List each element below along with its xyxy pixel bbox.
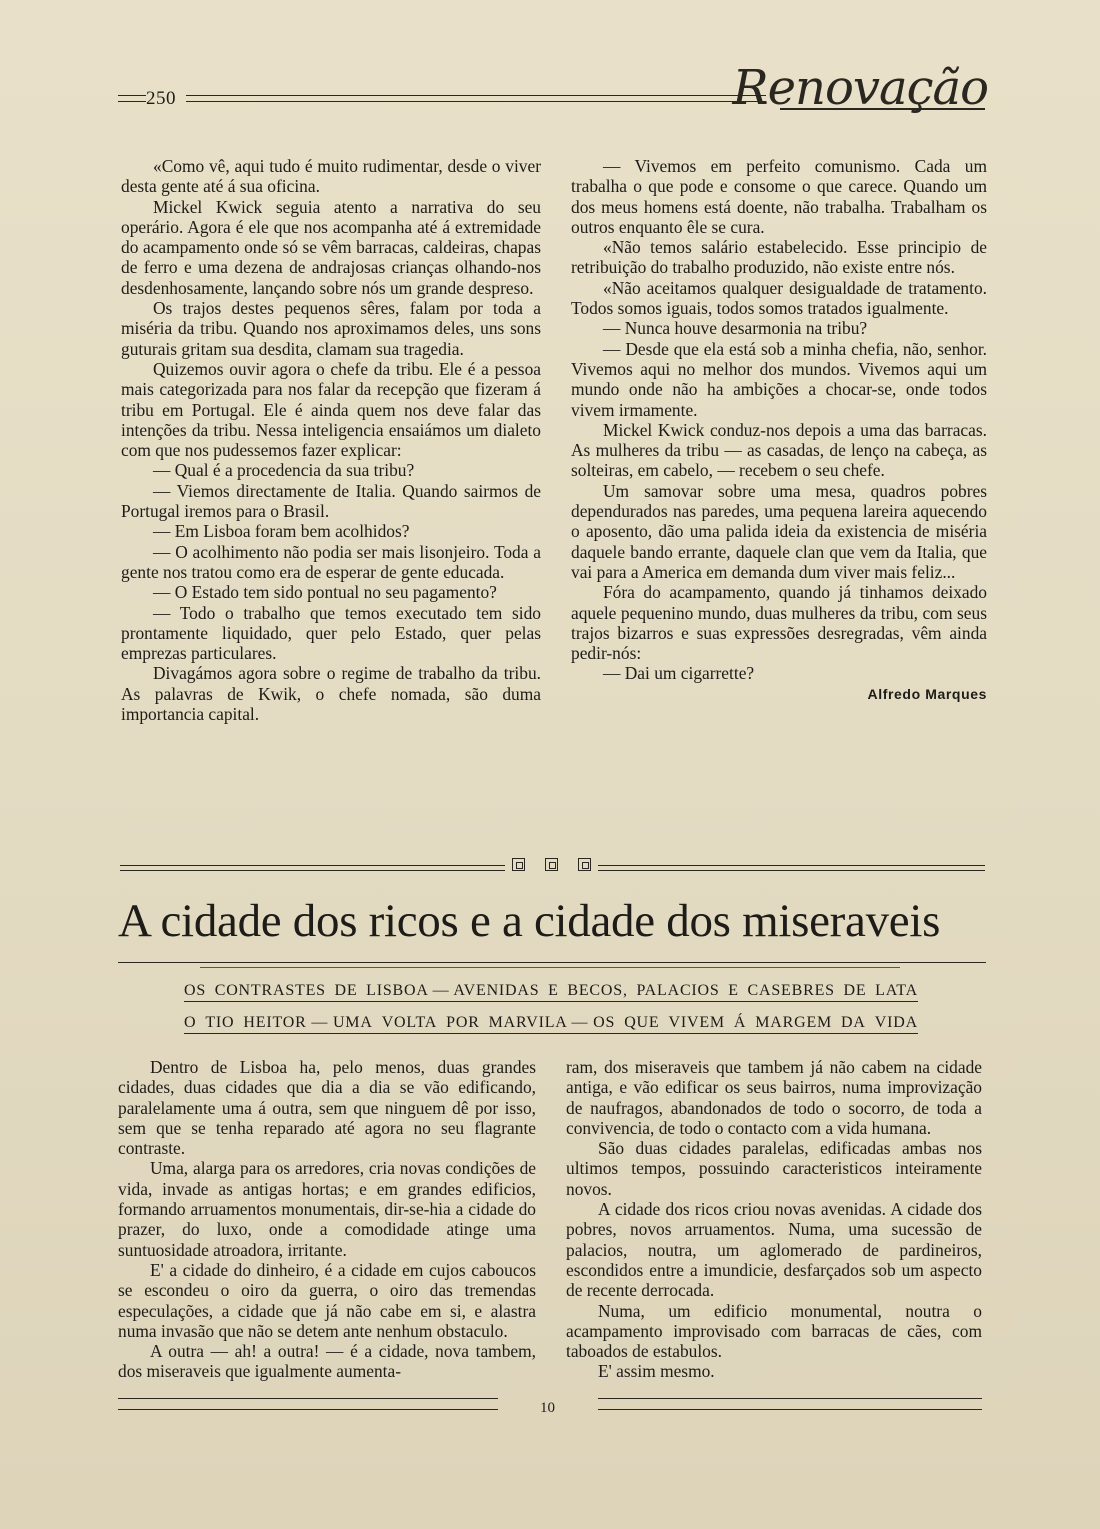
paragraph: — Todo o trabalho que temos executado tem sido prontamente liquidado, quer pelo Estado, quer pelas emprezas particulares. (121, 602, 541, 664)
subheading-word: MARGEM (755, 1014, 833, 1031)
paragraph: — Nunca houve desarmonia na tribu? (603, 318, 868, 339)
headline-underline (118, 962, 986, 963)
subheading-word: CONTRASTES (214, 982, 326, 999)
paragraph: E' assim mesmo. (598, 1361, 715, 1382)
ornament-square-icon (512, 858, 525, 871)
paragraph: Dentro de Lisboa ha, pelo menos, duas grandes cidades, duas cidades que dia a dia se vão edificando, paralelamente uma á outra, sem que ninguem dê por isso, sem que se tenha reparado até agora no seu flagrante contraste. (118, 1057, 536, 1159)
subheading-word: PALACIOS (636, 982, 720, 999)
paragraph: — Em Lisboa foram bem acolhidos? (153, 521, 410, 542)
subheading-word: VIVEM (668, 1014, 725, 1031)
paragraph: — O Estado tem sido pontual no seu pagamento? (153, 582, 497, 603)
subheading-word: POR (446, 1014, 480, 1031)
paragraph: Quizemos ouvir agora o chefe da tribu. Ele é a pessoa mais categorizada para nos falar da recepção que fizeram á tribu em Portugal. Ele é ainda quem nos deve falar das intenções da tribu. Nessa inteligencia ensaiámos um dialeto com que nos pudessemos fazer explicar: (121, 358, 541, 461)
subheading-word: VOLTA (381, 1014, 438, 1031)
paragraph: — Vivemos em perfeito comunismo. Cada um trabalha o que pode e consome o que carece. Quando um dos meus homens está doente, não trabalha. Trabalham os outros enquanto êle se cura. (571, 156, 987, 237)
footer-rule-left-bottom (118, 1409, 498, 1410)
paragraph: Numa, um edificio monumental, noutra o acampamento improvisado com barracas de cães, com taboados de estabulos. (566, 1300, 982, 1362)
paragraph: Um samovar sobre uma mesa, quadros pobres dependurados nas paredes, uma pequena lareira aquecendo o aposento, dão uma palida ideia da existencia de miséria daquele bando errante, daquele clan que vem da Italia, que vai para a America em demanda dum viver mais feliz... (571, 480, 987, 582)
subheading-word: HEITOR — UMA (243, 1014, 373, 1031)
paragraph: «Como vê, aqui tudo é muito rudimentar, desde o viver desta gente até á sua oficina. (121, 156, 541, 197)
separator-rule-left (120, 865, 505, 871)
subheading-word: E (728, 982, 739, 999)
paragraph: Fóra do acampamento, quando já tinhamos deixado aquele pequenino mundo, duas mulheres da tribu, com seus trajos bizarros e suas expressões desregradas, vêm ainda pedir-nós: (571, 582, 987, 664)
headline-underline-short (200, 967, 900, 968)
paragraph: — Desde que ela está sob a minha chefia, não, senhor. Vivemos aqui no melhor dos mundos. Vivemos aqui um mundo onde não ha ambições a chocar-se, onde todos vivem irmamente. (571, 338, 987, 420)
paragraph: Mickel Kwick seguia atento a narrativa do seu operário. Agora é ele que nos acompanha até á extremidade do acampamento onde só se vêm barracas, caldeiras, chapas de ferro e uma dezena de andrajosas crianças olhando-nos desdenhosamente, lançando sobre nós um grande despreso. (121, 196, 541, 298)
subheading-word: VIDA (874, 1014, 918, 1031)
paragraph: — Dai um cigarrette? (603, 663, 755, 684)
subheading-word: Á (733, 1014, 747, 1031)
subheading-word: CASEBRES (747, 982, 835, 999)
subheading-word: OS (184, 982, 207, 999)
article2-column-left (118, 1057, 536, 1382)
header-rule-main (186, 95, 766, 102)
paragraph: A cidade dos ricos criou novas avenidas. A cidade dos pobres, novos arruamentos. Numa, uma sucessão de palacios, noutra, um aglomerado de pardineiros, escondidos entre a imundicie, desfarçados sob um aspecto de recente derrocada. (566, 1199, 982, 1301)
ornament-square-icon (578, 858, 591, 871)
paragraph: Uma, alarga para os arredores, cria novas condições de vida, invade as antigas hortas; e em grandes edificios, formando arruamentos monumentais, dir-se-hia a cidade do prazer, do luxo, onde a comodidade atinge uma suntuosidade atroadora, irritante. (118, 1158, 536, 1260)
article1-column-right (571, 156, 987, 704)
subheading-word: E (548, 982, 559, 999)
subheading-word: DE (843, 982, 867, 999)
paragraph: E' a cidade do dinheiro, é a cidade em cujos caboucos se escondeu o oiro da guerra, o oiro das tremendas especulações, a cidade que já não cabe em si, e alastra numa invasão que não se detem ante nenhum obstaculo. (118, 1259, 536, 1341)
separator-rule-right (598, 865, 985, 871)
subheading-2 (184, 1014, 918, 1034)
paragraph: São duas cidades paralelas, edificadas ambas nos ultimos tempos, possuindo caracteristicos inteiramente novos. (566, 1138, 982, 1199)
footer-rule-left-top (118, 1398, 498, 1399)
author-signature: Alfredo Marques (867, 685, 987, 702)
footer-rule-right-bottom (598, 1409, 982, 1410)
logo-underline (780, 108, 985, 110)
article1-column-left (121, 156, 541, 724)
ornamental-separator (120, 857, 985, 877)
magazine-title-logo: Renovação (732, 60, 988, 116)
subheading-word: BECOS, (567, 982, 628, 999)
paragraph: — O acolhimento não podia ser mais lisonjeiro. Toda a gente nos tratou como era de esperar de gente educada. (121, 541, 541, 582)
subheading-word: O (184, 1014, 197, 1031)
subheading-1 (184, 982, 918, 1002)
ornament-square-icon (545, 858, 558, 871)
subheading-word: LATA (875, 982, 918, 999)
paragraph: Os trajos destes pequenos sêres, falam por toda a miséria da tribu. Quando nos aproximamos deles, uns sons guturais gritam sua desdita, clamam sua tragedia. (121, 298, 541, 359)
subheading-word: TIO (205, 1014, 235, 1031)
paragraph: Divagámos agora sobre o regime de trabalho da tribu. As palavras de Kwik, o chefe nomada, são duma importancia capital. (121, 663, 541, 725)
paragraph: «Não temos salário estabelecido. Esse principio de retribuição do trabalho produzido, não existe entre nós. (571, 237, 987, 278)
page-number: 250 (146, 88, 176, 109)
subheading-word: DA (841, 1014, 866, 1031)
subheading-word: MARVILA — OS (488, 1014, 616, 1031)
article2-column-right (566, 1057, 982, 1382)
paragraph: A outra — ah! a outra! — é a cidade, nova tambem, dos miseraveis que igualmente aumenta- (118, 1341, 536, 1382)
paragraph: «Não aceitamos qualquer desigualdade de tratamento. Todos somos iguais, todos somos tratados igualmente. (571, 277, 987, 319)
subheading-word: QUE (624, 1014, 660, 1031)
paragraph: — Viemos directamente de Italia. Quando sairmos de Portugal iremos para o Brasil. (121, 480, 541, 522)
paragraph: ram, dos miseraveis que tambem já não cabem na cidade antiga, e vão edificar os seus bairros, numa improvização de naufragos, abandonados de todo o socorro, de toda a convivencia, de todo o contacto com a vida humana. (566, 1057, 982, 1138)
subheading-word: LISBOA — AVENIDAS (366, 982, 540, 999)
footer-rule-right-top (598, 1398, 982, 1399)
header-rule-left (118, 95, 146, 102)
paragraph: — Qual é a procedencia da sua tribu? (153, 460, 415, 481)
sheet-number: 10 (540, 1400, 555, 1416)
paragraph: Mickel Kwick conduz-nos depois a uma das barracas. As mulheres da tribu — as casadas, de lenço na cabeça, as solteiras, em cabelo, — recebem o seu chefe. (571, 419, 987, 481)
subheading-word: DE (334, 982, 358, 999)
article-headline: A cidade dos ricos e a cidade dos miseraveis (118, 895, 941, 947)
